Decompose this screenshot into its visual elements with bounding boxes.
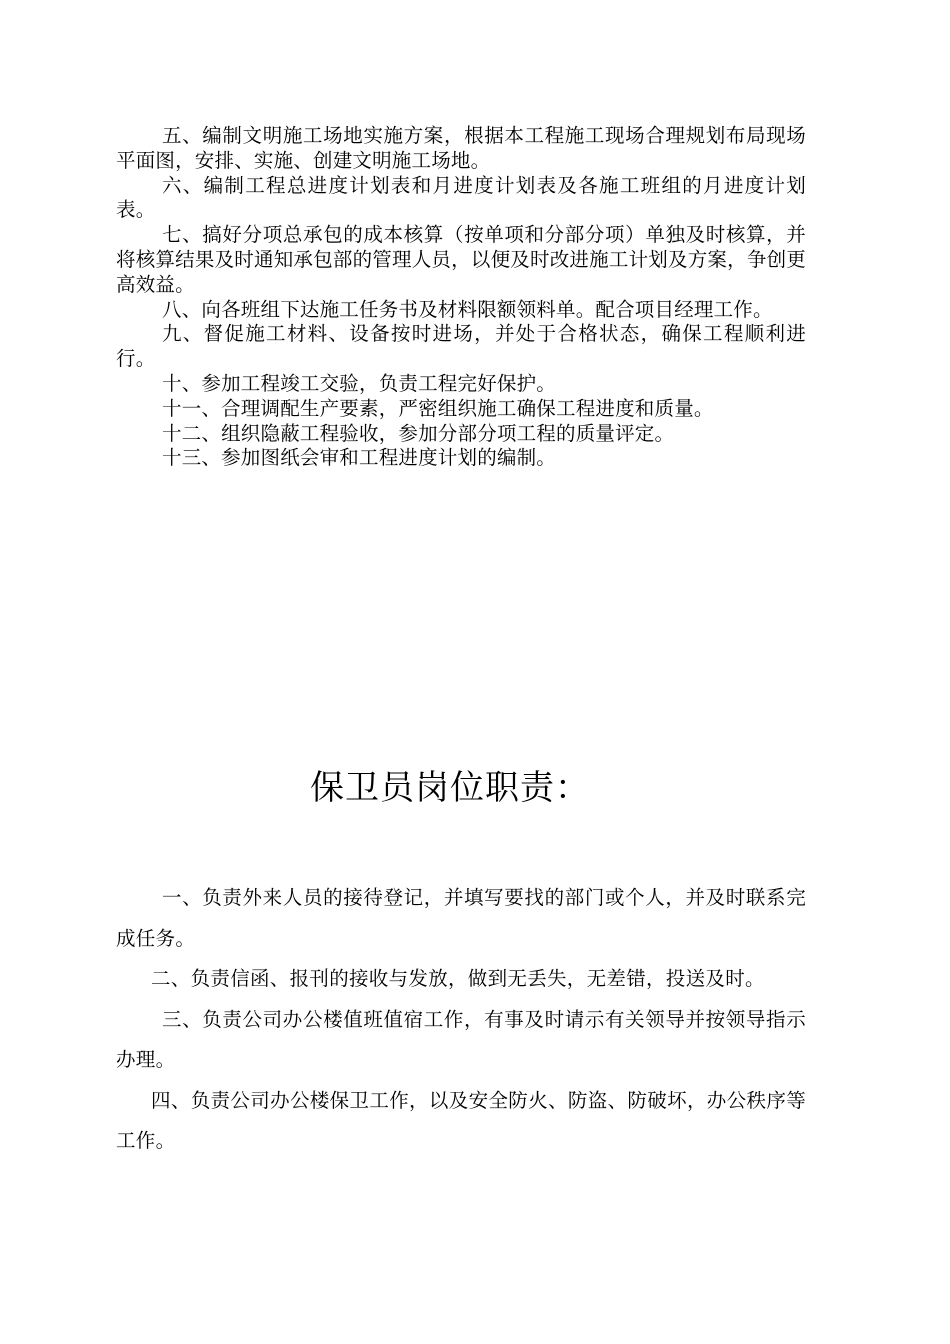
duty-item-13: 十三、参加图纸会审和工程进度计划的编制。: [162, 446, 557, 470]
duty-item-9: 九、督促施工材料、设备按时进场，并处于合格状态，确保工程顺利进行。: [116, 322, 806, 371]
guard-duties-list: [116, 878, 806, 1162]
duty-item-5: 五、编制文明施工场地实施方案，根据本工程施工现场合理规划布局现场平面图，安排、实施、创建文明施工场地。: [116, 124, 806, 172]
duties-list-continued: [116, 124, 806, 471]
duty-item-11: 十一、合理调配生产要素，严密组织施工确保工程进度和质量。: [162, 396, 714, 420]
duty-item-12: 十二、组织隐蔽工程验收，参加分部分项工程的质量评定。: [162, 421, 675, 445]
duty-item-10: 十、参加工程竣工交验，负责工程完好保护。: [162, 371, 557, 395]
duty-item-6: 六、编制工程总进度计划表和月进度计划表及各施工班组的月进度计划表。: [116, 173, 806, 222]
duty-item-8: 八、向各班组下达施工任务书及材料限额领料单。配合项目经理工作。: [162, 297, 773, 321]
guard-duty-item-3: 三、负责公司办公楼值班值宿工作，有事及时请示有关领导并按领导指示办理。: [116, 1007, 806, 1071]
guard-duty-item-2: 二、负责信函、报刊的接收与发放，做到无丢失，无差错，投送及时。: [151, 967, 765, 990]
section-heading: 保卫员岗位职责：: [310, 768, 590, 808]
duty-item-7: 七、搞好分项总承包的成本核算（按单项和分部分项）单独及时核算，并将核算结果及时通知承包部的管理人员，以便及时改进施工计划及方案，争创更高效益。: [116, 223, 806, 296]
guard-duty-item-4: 四、负责公司办公楼保卫工作，以及安全防火、防盗、防破坏，办公秩序等工作。: [116, 1088, 806, 1152]
guard-duty-item-1: 一、负责外来人员的接待登记，并填写要找的部门或个人，并及时联系完成任务。: [116, 886, 806, 950]
